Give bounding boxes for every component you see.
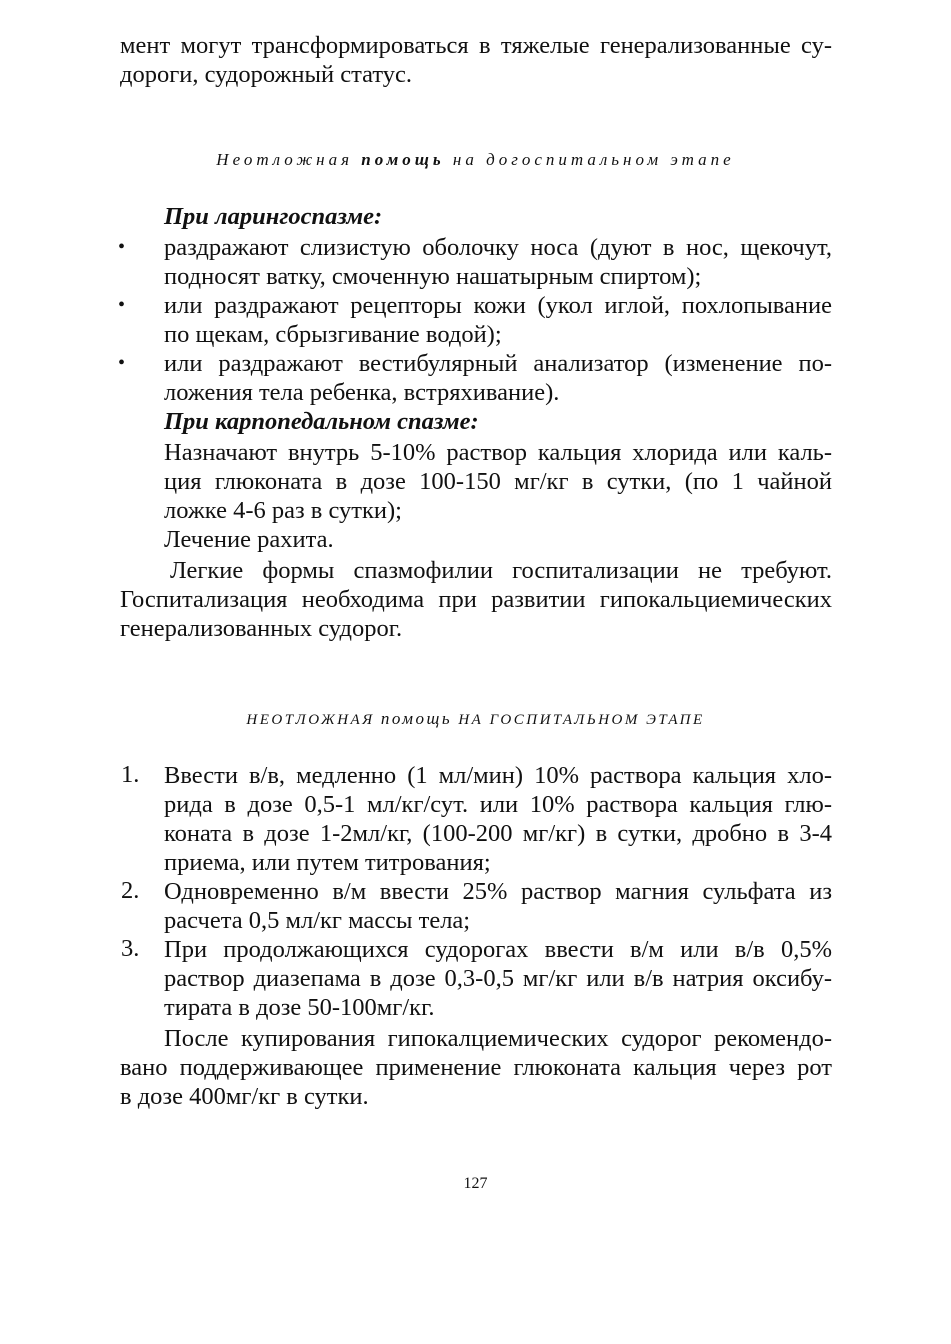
text-line: Назначают внутрь 5-10% раствор кальция хлорида или каль- bbox=[164, 439, 832, 466]
text-line: ложке 4-6 раз в сутки); bbox=[164, 497, 402, 524]
bullet-marker: • bbox=[118, 294, 126, 316]
bullet-marker: • bbox=[118, 352, 126, 374]
text-line: генерализованных судорог. bbox=[120, 615, 403, 642]
text-line: Госпитализация необходима при развитии гипокальциемических bbox=[120, 586, 832, 613]
text-line: ложения тела ребенка, встряхивание). bbox=[164, 379, 560, 406]
text-line: Лечение рахита. bbox=[164, 526, 334, 553]
subheading-laryngospasm: При ларингоспазме: bbox=[164, 203, 383, 230]
text-line: При продолжающихся судорогах ввести в/м или в/в 0,5% bbox=[164, 936, 832, 963]
text-line: ция глюконата в дозе 100-150 мг/кг в сутки, (по 1 чайной bbox=[164, 468, 832, 495]
text-line: вано поддерживающее применение глюконата кальция через рот bbox=[120, 1054, 832, 1081]
text-line: Одновременно в/м ввести 25% раствор магния сульфата из bbox=[164, 878, 832, 905]
section-heading-hospital: НЕОТЛОЖНАЯ помощь НА ГОСПИТАЛЬНОМ ЭТАПЕ bbox=[246, 709, 705, 728]
text-line: мент могут трансформироваться в тяжелые генерализованные су- bbox=[120, 32, 832, 59]
text-line: или раздражают рецепторы кожи (укол иглой, похлопывание bbox=[164, 292, 832, 319]
text-line: приема, или путем титрования; bbox=[164, 849, 491, 876]
text-line: коната в дозе 1-2мл/кг, (100-200 мг/кг) в сутки, дробно в 3-4 bbox=[164, 820, 832, 847]
text-line: рида в дозе 0,5-1 мл/кг/сут. или 10% раствора кальция глю- bbox=[164, 791, 832, 818]
text-line: или раздражают вестибулярный анализатор (изменение по- bbox=[164, 350, 832, 377]
text-line: раствор диазепама в дозе 0,3-0,5 мг/кг или в/в натрия оксибу- bbox=[164, 965, 832, 992]
list-number: 1. bbox=[121, 761, 140, 788]
text-line: дороги, судорожный статус. bbox=[120, 61, 412, 88]
text-line: Легкие формы спазмофилии госпитализации не требуют. bbox=[170, 557, 832, 584]
bullet-marker: • bbox=[118, 236, 126, 258]
text-line: расчета 0,5 мл/кг массы тела; bbox=[164, 907, 471, 934]
text-line: тирата в дозе 50-100мг/кг. bbox=[164, 994, 435, 1021]
text-line: раздражают слизистую оболочку носа (дуют в нос, щекочут, bbox=[164, 234, 832, 261]
page-number: 127 bbox=[463, 1175, 488, 1192]
list-number: 3. bbox=[121, 935, 140, 962]
text-line: подносят ватку, смоченную нашатырным спиртом); bbox=[164, 263, 702, 290]
section-heading-prehospital: Неотложная помощь на догоспитальном этапе bbox=[216, 150, 735, 169]
subheading-carpopedal: При карпопедальном спазме: bbox=[164, 408, 479, 435]
text-line: После купирования гипокалциемических судорог рекомендо- bbox=[164, 1025, 832, 1052]
text-line: в дозе 400мг/кг в сутки. bbox=[120, 1083, 369, 1110]
text-line: Ввести в/в, медленно (1 мл/мин) 10% раствора кальция хло- bbox=[164, 762, 832, 789]
list-number: 2. bbox=[121, 877, 140, 904]
text-line: по щекам, сбрызгивание водой); bbox=[164, 321, 502, 348]
